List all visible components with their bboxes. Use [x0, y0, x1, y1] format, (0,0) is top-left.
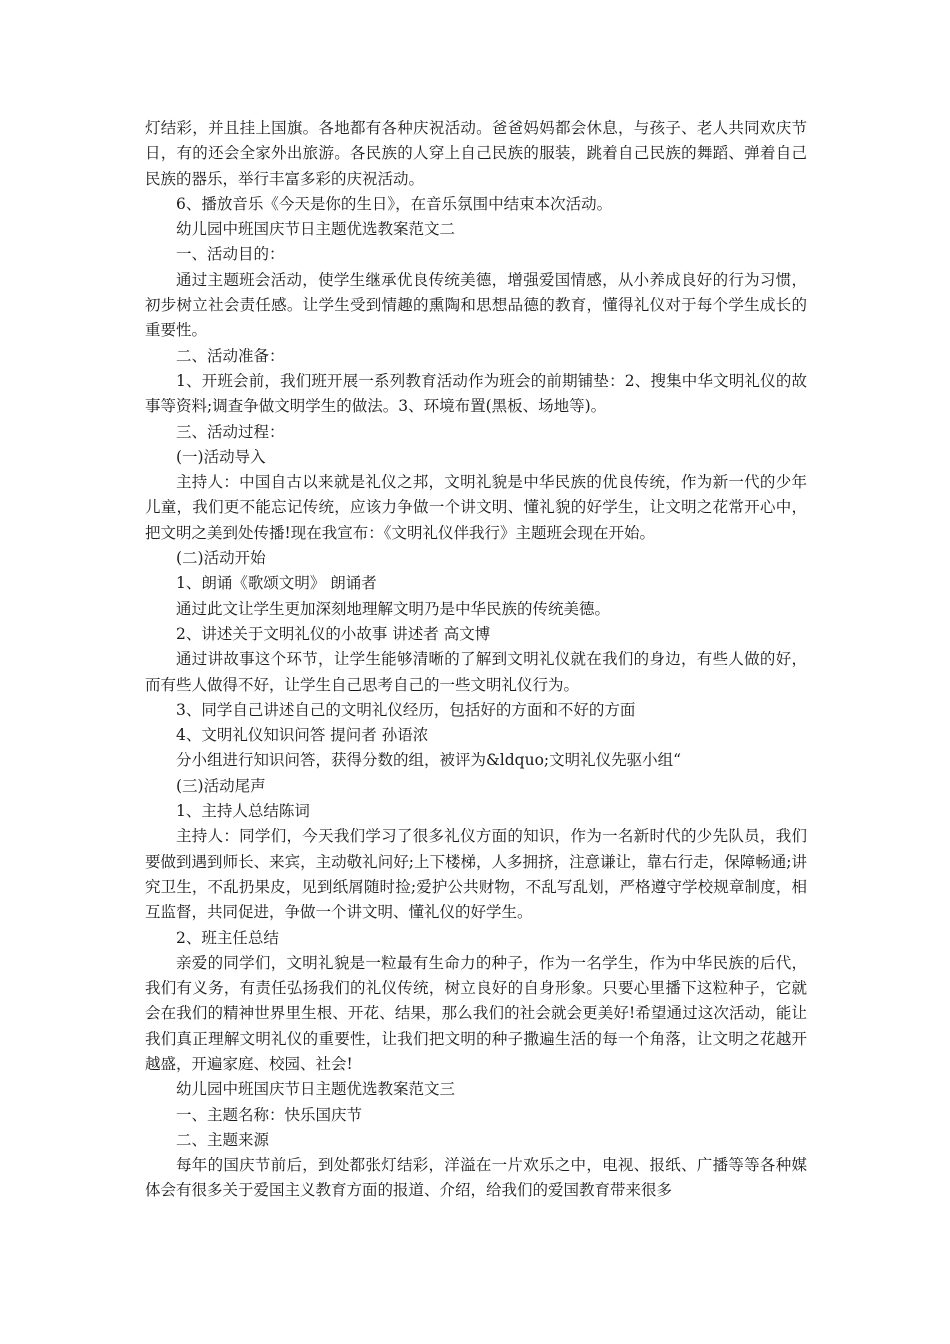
paragraph: 2、班主任总结	[176, 928, 279, 947]
paragraph: 1、朗诵《歌颂文明》 朗诵者	[176, 574, 377, 593]
paragraph: 3、同学自己讲述自己的文明礼仪经历，包括好的方面和不好的方面	[176, 700, 636, 719]
paragraph: 通过讲故事这个环节，让学生能够清晰的了解到文明礼仪就在我们的身边，有些人做的好，而有些人做得不好，让学生自己思考自己的一些文明礼仪行为。	[145, 650, 807, 694]
paragraph: 2、讲述关于文明礼仪的小故事 讲述者 高文博	[176, 624, 491, 643]
paragraph: 灯结彩，并且挂上国旗。各地都有各种庆祝活动。爸爸妈妈都会休息，与孩子、老人共同欢庆节日，有的还会全家外出旅游。各民族的人穿上自己民族的服装，跳着自己民族的舞蹈、弹着自己民族的器乐，举行丰富多彩的庆祝活动。	[145, 119, 807, 188]
paragraph: 通过此文让学生更加深刻地理解文明乃是中华民族的传统美德。	[176, 599, 611, 618]
paragraph: 一、主题名称：快乐国庆节	[176, 1105, 363, 1124]
paragraph: 每年的国庆节前后，到处都张灯结彩，洋溢在一片欢乐之中，电视、报纸、广播等等各种媒体会有很多关于爱国主义教育方面的报道、介绍，给我们的爱国教育带来很多	[145, 1156, 807, 1200]
paragraph: 亲爱的同学们，文明礼貌是一粒最有生命力的种子，作为一名学生，作为中华民族的后代，我们有义务，有责任弘扬我们的礼仪传统，树立良好的自身形象。只要心里播下这粒种子，它就会在我们的精神世界里生根、开花、结果，那么我们的社会就会更美好!希望通过这次活动，能让我们真正理解文明礼仪的重要性，让我们把文明的种子撒遍生活的每一个角落，让文明之花越开越盛，开遍家庭、校园、社会!	[145, 953, 807, 1073]
paragraph: 主持人：中国自古以来就是礼仪之邦，文明礼貌是中华民族的优良传统，作为新一代的少年儿童，我们更不能忘记传统，应该力争做一个讲文明、懂礼貌的好学生，让文明之花常开心中，把文明之美到处传播!现在我宣布：《文明礼仪伴我行》主题班会现在开始。	[145, 473, 807, 542]
paragraph: 通过主题班会活动，使学生继承优良传统美德，增强爱国情感，从小养成良好的行为习惯，初步树立社会责任感。让学生受到情趣的熏陶和思想品德的教育，懂得礼仪对于每个学生成长的重要性。	[145, 270, 807, 340]
paragraph: (二)活动开始	[176, 549, 266, 568]
paragraph: 主持人：同学们，今天我们学习了很多礼仪方面的知识，作为一名新时代的少先队员，我们要做到遇到师长、来宾，主动敬礼问好;上下楼梯，人多拥挤，注意谦让，靠右行走，保障畅通;讲究卫生，不乱扔果皮，见到纸屑随时捡;爱护公共财物，不乱写乱划，严格遵守学校规章制度，相互监督，共同促进，争做一个讲文明、懂礼仪的好学生。	[145, 827, 807, 922]
paragraph: 幼儿园中班国庆节日主题优选教案范文三	[176, 1080, 456, 1099]
paragraph: 二、主题来源	[176, 1130, 270, 1149]
paragraph: 4、文明礼仪知识问答 提问者 孙语浓	[176, 726, 429, 745]
document-body	[145, 116, 807, 1204]
paragraph: 二、活动准备：	[176, 346, 285, 365]
paragraph: 1、开班会前，我们班开展一系列教育活动作为班会的前期铺垫：2、搜集中华文明礼仪的故事等资料;调查争做文明学生的做法。3、环境布置(黑板、场地等)。	[145, 371, 807, 416]
paragraph: 分小组进行知识问答，获得分数的组，被评为&ldquo;文明礼仪先驱小组“	[176, 751, 682, 770]
paragraph: 幼儿园中班国庆节日主题优选教案范文二	[176, 220, 456, 239]
paragraph: 三、活动过程：	[176, 422, 285, 441]
paragraph: 1、主持人总结陈词	[176, 802, 310, 821]
paragraph: (一)活动导入	[176, 447, 266, 466]
paragraph: (三)活动尾声	[176, 776, 266, 795]
paragraph: 一、活动目的：	[176, 245, 285, 264]
paragraph: 6、播放音乐《今天是你的生日》，在音乐氛围中结束本次活动。	[176, 194, 613, 213]
